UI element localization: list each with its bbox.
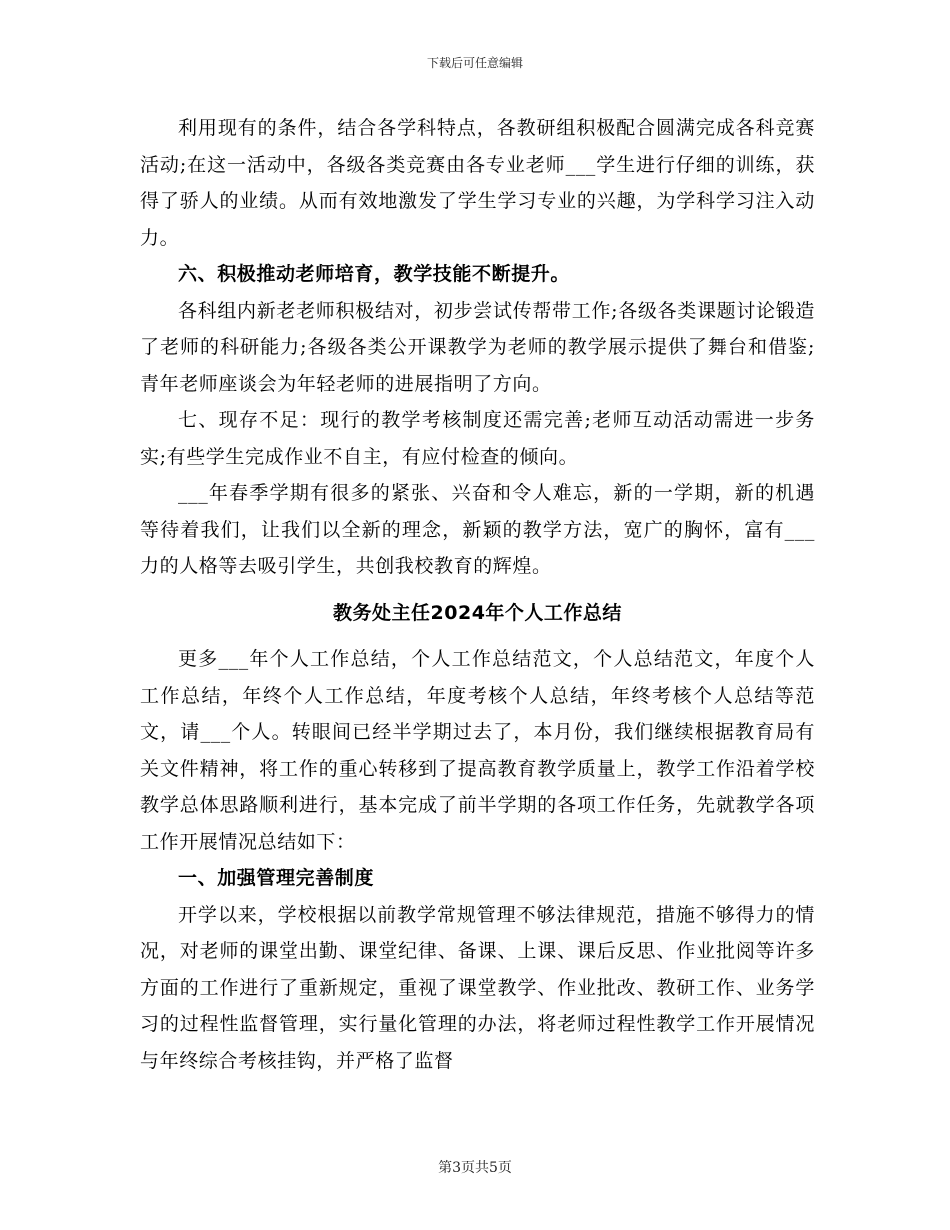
page-header-note: 下载后可任意编辑	[426, 56, 523, 70]
document-body	[140, 110, 815, 1079]
heading-management: 一、加强管理完善制度	[178, 867, 375, 889]
document-title: 教务处主任2024年个人工作总结	[333, 601, 622, 624]
page-footer-number: 第3页共5页	[438, 1160, 512, 1176]
paragraph-spring-semester: ___年春季学期有很多的紧张、兴奋和令人难忘，新的一学期，新的机遇等待着我们，让我们以全新的理念，新颖的教学方法，宽广的胸怀，富有___力的人格等去吸引学生，共创我校教育的辉煌。	[140, 482, 815, 577]
paragraph-intro: 更多___年个人工作总结，个人工作总结范文，个人总结范文，年度个人工作总结，年终个人工作总结，年度考核个人总结，年终考核个人总结等范文，请___个人。转眼间已经半学期过去了，本月份，我们继续根据教育局有关文件精神，将工作的重心转移到了提高教育教学质量上，教学工作沿着学校教学总体思路顺利进行，基本完成了前半学期的各项工作任务，先就教学各项工作开展情况总结如下：	[140, 648, 815, 853]
paragraph-mentoring: 各科组内新老老师积极结对，初步尝试传帮带工作;各级各类课题讨论锻造了老师的科研能力;各级各类公开课教学为老师的教学展示提供了舞台和借鉴;青年老师座谈会为年轻老师的进展指明了方向。	[140, 299, 815, 395]
paragraph-shortcomings: 七、现存不足：现行的教学考核制度还需完善;老师互动活动需进一步务实;有些学生完成作业不自主，有应付检查的倾向。	[140, 409, 815, 468]
paragraph-competitions: 利用现有的条件，结合各学科特点，各教研组积极配合圆满完成各科竞赛活动;在这一活动中，各级各类竞赛由各专业老师___学生进行仔细的训练，获得了骄人的业绩。从而有效地激发了学生学习专业的兴趣，为学科学习注入动力。	[140, 117, 815, 249]
heading-teacher-training: 六、积极推动老师培育，教学技能不断提升。	[178, 263, 571, 285]
paragraph-management: 开学以来，学校根据以前教学常规管理不够法律规范，措施不够得力的情况，对老师的课堂出勤、课堂纪律、备课、上课、课后反思、作业批阅等许多方面的工作进行了重新规定，重视了课堂教学、作业批改、教研工作、业务学习的过程性监督管理，实行量化管理的办法，将老师过程性教学工作开展情况与年终综合考核挂钩，并严格了监督	[140, 903, 815, 1072]
